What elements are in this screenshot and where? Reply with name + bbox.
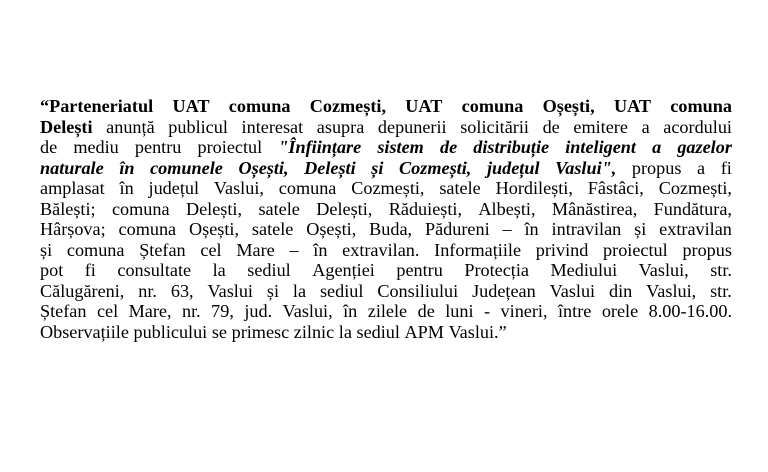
announcement-word: str. [710,280,732,301]
announcement-word: 63, [170,280,194,301]
announcement-word: și [40,239,53,260]
announcement-word: UAT [613,96,651,116]
announcement-word: comuna [461,96,524,116]
announcement-word: de [417,301,435,321]
announcement-word: județul [486,157,540,178]
announcement-word: Hârșova; [40,219,106,239]
announcement-word: jud. [244,301,273,321]
announcement-word: Mânăstirea, [551,198,638,219]
announcement-word: pentru [134,137,182,157]
announcement-word: Fâstâci, [587,178,644,198]
announcement-word: Oșești, [542,96,595,116]
announcement-word: fi [720,157,732,178]
announcement-word: Oșești, [238,157,289,178]
announcement-word: Pădureni [424,219,490,239]
announcement-word: județul [148,178,200,198]
announcement-word: intravilan [551,219,622,239]
announcement-word: mediu [73,137,119,157]
announcement-word: în [524,219,539,239]
announcement-word: – [289,239,299,260]
announcement-word: și [266,280,280,301]
announcement-word: asupra [316,116,365,137]
announcement-word: Albești, [478,198,536,219]
announcement-word: Județean [472,280,536,301]
announcement-word: publicului [133,321,208,342]
announcement-word: publicul [168,116,228,137]
announcement-word: și [634,219,647,239]
announcement-word: propus [682,239,732,260]
announcement-word: privind [535,239,589,260]
announcement-word: UAT [172,96,210,116]
announcement-word: "Înființare [278,137,362,157]
announcement-word: vineri, [500,301,548,321]
announcement-word: Consiliului [377,280,459,301]
announcement-word: și [371,157,384,178]
announcement-word: Vaslui, [213,178,264,198]
text-line [40,137,732,158]
announcement-word: în [343,301,358,321]
announcement-word: Mediului [550,260,618,280]
announcement-word: 8.00-16.00. [648,301,732,321]
announcement-word: Răduiești, [388,198,462,219]
announcement-word: Vaslui [207,280,253,301]
announcement-word: pot [40,260,64,280]
announcement-word: Mare, [128,301,172,321]
announcement-word: inteligent [565,137,636,157]
announcement-word: Vaslui.” [448,321,507,342]
text-line [40,117,732,138]
announcement-word: Ștefan [139,239,186,260]
announcement-word: la [338,321,352,342]
announcement-word: fi [84,260,96,280]
text-line [40,240,732,261]
announcement-word: în [119,157,135,178]
announcement-word: la [212,260,226,280]
announcement-word: sistem [377,137,424,157]
text-line [40,96,732,117]
announcement-word: a [641,116,650,137]
announcement-word: Vaslui", [555,157,617,178]
announcement-word: cel [96,301,119,321]
announcement-word: nr. [182,301,201,321]
announcement-word: Vaslui, [638,260,689,280]
announcement-word: a [697,157,706,178]
announcement-word: Delești, [316,198,373,219]
announcement-word: se [211,321,227,342]
announcement-word: comuna [66,239,125,260]
announcement-word: amplasat [40,178,105,198]
announcement-word: Buda, [369,219,413,239]
announcement-word: UAT [405,96,443,116]
announcement-word: extravilan [659,219,732,239]
announcement-word: sediul [356,321,400,342]
announcement-word: propus [631,157,682,178]
announcement-word: Bălești; [40,198,96,219]
announcement-word: zilnic [293,321,335,342]
announcement-word: proiectul [197,137,263,157]
announcement-word: pentru [396,260,443,280]
text-line [40,199,732,220]
announcement-word: în [119,178,134,198]
announcement-word: interesat [241,116,304,137]
announcement-word: satele [258,198,300,219]
announcement-word: Fundătura, [653,198,732,219]
announcement-word: emitere [573,116,628,137]
announcement-word: orele [601,301,639,321]
announcement-word: cel [200,239,222,260]
announcement-word: Ștefan [40,301,87,321]
announcement-word: satele [251,219,294,239]
announcement-word: Vaslui, [646,280,697,301]
announcement-word: Delești, [185,198,243,219]
announcement-word: nr. [138,280,157,301]
announcement-word: primesc [231,321,290,342]
announcement-word: comuna [111,198,170,219]
announcement-word: luni [445,301,474,321]
text-line [40,322,732,343]
announcement-word: distribuție [473,137,550,157]
announcement-word: satele [439,178,481,198]
announcement-word: Oșești, [189,219,240,239]
announcement-word: Cozmești, [658,178,732,198]
announcement-word: gazelor [677,137,732,157]
announcement-word: zilele [367,301,408,321]
announcement-word: proiectul [603,239,668,260]
announcement-word: Cozmești, [351,178,425,198]
announcement-word: comuna [670,96,732,116]
announcement-word: anunță [106,116,155,137]
announcement-word: “Parteneriatul [40,96,154,116]
announcement-word: Călugăreni, [40,280,125,301]
text-line [40,301,732,322]
announcement-word: str. [710,260,732,280]
text-line [40,281,732,302]
announcement-word: Vaslui [549,280,596,301]
text-line [40,219,732,240]
announcement-word: Oșești, [306,219,357,239]
announcement-word: APM [404,321,444,342]
announcement-word: naturale [40,157,104,178]
announcement-word: sediul [247,260,291,280]
announcement-word: comunele [150,157,223,178]
announcement-word: Hordilești, [495,178,573,198]
text-line [40,260,732,281]
announcement-word: de [542,116,560,137]
announcement-word: din [609,280,633,301]
announcement-word: extravilan. [342,239,420,260]
announcement-word: Delești [40,116,93,137]
announcement-word: – [502,219,512,239]
announcement-word: consultate [117,260,192,280]
announcement-word: Cozmești, [309,96,386,116]
text-line [40,158,732,179]
announcement-word: Delești [304,157,356,178]
announcement-word: comuna [228,96,291,116]
announcement-word: de [40,137,58,157]
announcement-word: depunerii [377,116,447,137]
announcement-word: Cozmești, [399,157,472,178]
announcement-word: a [652,137,662,157]
announcement-word: comuna [278,178,337,198]
announcement-word: între [558,301,592,321]
text-line [40,178,732,199]
announcement-word: - [484,301,491,321]
announcement-word: acordului [663,116,732,137]
announcement-word: 79, [211,301,234,321]
announcement-word: comuna [118,219,177,239]
announcement-word: la [292,280,307,301]
announcement-word: Observațiile [40,321,129,342]
announcement-word: Vaslui, [282,301,333,321]
announcement-word: Mare [236,239,275,260]
announcement-word: Protecția [464,260,529,280]
announcement-word: de [439,137,458,157]
public-announcement [40,96,732,342]
announcement-word: în [313,239,328,260]
announcement-word: sediul [319,280,364,301]
announcement-word: Informațiile [434,239,522,260]
announcement-word: Agenției [312,260,375,280]
announcement-word: solicitării [460,116,529,137]
